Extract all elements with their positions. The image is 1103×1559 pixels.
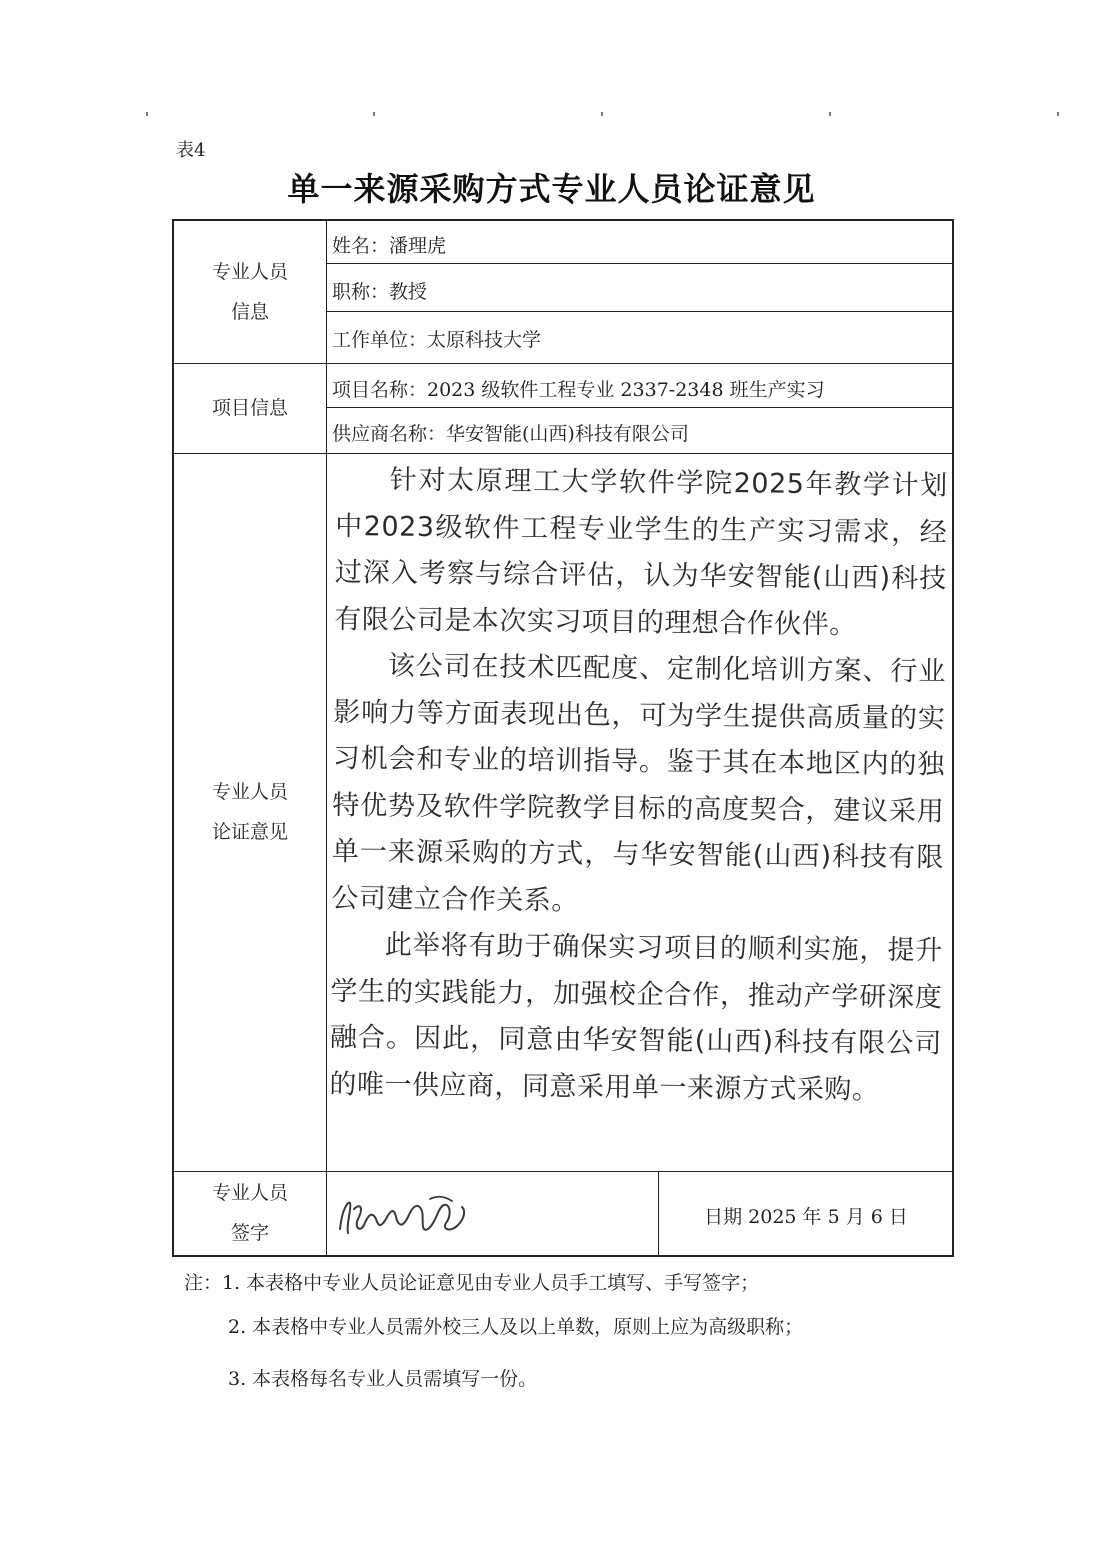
scan-mark [373,112,375,116]
supplier-name-field: 供应商名称：华安智能(山西)科技有限公司 [332,423,689,445]
opinion-form-table [172,219,954,1257]
note-item: 3. 本表格每名专业人员需填写一份。 [228,1368,538,1390]
opinion-paragraph: 针对太原理工大学软件学院2025年教学计划中2023级软件工程专业学生的生产实习需求，经过深入考察与综合评估，认为华安智能(山西)科技有限公司是本次实习项目的理想合作伙伴。 [334,464,948,640]
page-title: 单一来源采购方式专业人员论证意见 [287,170,816,208]
note-text: 1. 本表格中专业人员论证意见由专业人员手工填写、手写签字； [222,1272,760,1294]
column-divider [658,1171,659,1255]
handwritten-signature [334,1189,494,1249]
project-info-label-text: 项目信息 [211,397,288,419]
table-number: 表4 [176,140,206,161]
column-divider [326,221,327,1255]
row-divider [326,311,952,312]
project-info-label [174,363,326,453]
expert-info-label [174,221,326,363]
signature-scribble [334,1189,494,1249]
opinion-label-line1: 专业人员 [211,781,288,803]
expert-info-label-line2: 信息 [230,301,269,323]
scan-mark [146,112,148,116]
opinion-label-line2: 论证意见 [211,821,288,843]
signature-label-line2: 签字 [230,1222,269,1244]
signature-label-line1: 专业人员 [211,1182,288,1204]
opinion-paragraph: 该公司在技术匹配度、定制化培训方案、行业影响力等方面表现出色，可为学生提供高质量的实习机会和专业的培训指导。鉴于其在本地区内的独特优势及软件学院教学目标的高度契合，建议采用单一来源采购的方式，与华安智能(山西)科技有限公司建立合作关系。 [331,650,946,917]
note-prefix: 注： [184,1272,223,1294]
expert-title-field: 职称：教授 [332,281,428,303]
project-name-field: 项目名称：2023 级软件工程专业 2337-2348 班生产实习 [332,379,825,401]
row-divider [326,263,952,264]
scan-mark [601,112,603,116]
signature-label [174,1171,326,1255]
signature-date: 日期 2025 年 5 月 6 日 [704,1205,908,1228]
expert-name-field: 姓名：潘理虎 [332,235,447,257]
note-item: 2. 本表格中专业人员需外校三人及以上单数，原则上应为高级职称； [228,1316,804,1338]
opinion-label [174,453,326,1171]
expert-info-label-line1: 专业人员 [211,261,288,283]
scan-mark [1057,112,1059,116]
row-divider [326,407,952,408]
scan-mark [829,112,831,116]
handwritten-opinion [329,457,948,1114]
note-item [184,1268,759,1295]
expert-employer-field: 工作单位：太原科技大学 [332,329,542,351]
opinion-paragraph: 此举将有助于确保实习项目的顺利实施，提升学生的实践能力，加强校企合作，推动产学研深度融合。因此，同意由华安智能(山西)科技有限公司的唯一供应商，同意采用单一来源方式采购。 [329,929,944,1106]
